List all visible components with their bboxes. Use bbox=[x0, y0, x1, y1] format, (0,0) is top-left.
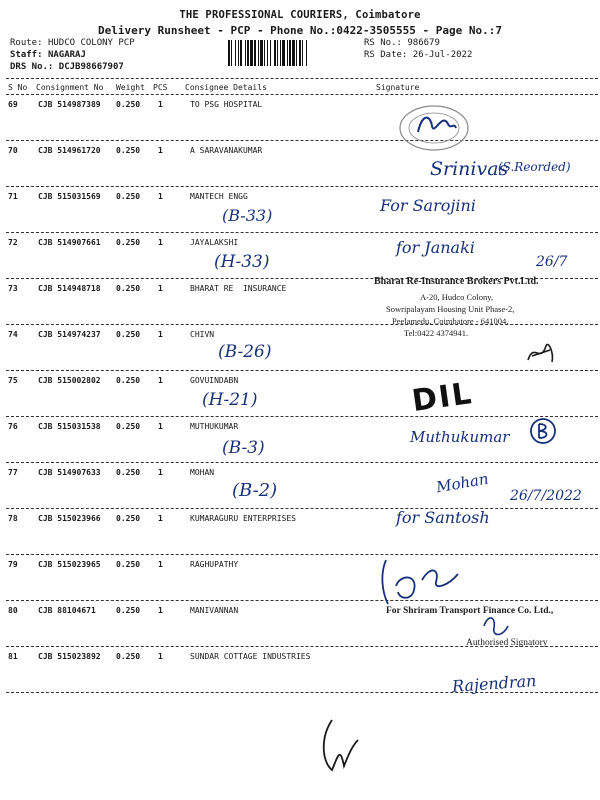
scribble-mark-icon bbox=[524, 338, 558, 368]
row-consignee: SUNDAR COTTAGE INDUSTRIES bbox=[190, 652, 311, 661]
row-weight: 0.250 bbox=[116, 560, 141, 569]
row-divider bbox=[6, 508, 598, 509]
row-sno: 72 bbox=[8, 238, 18, 247]
handwritten-signature-scribble-icon bbox=[378, 556, 466, 612]
col-signature: Signature bbox=[376, 83, 420, 92]
row-consignee: CHIVN bbox=[190, 330, 215, 339]
row-weight: 0.250 bbox=[116, 422, 141, 431]
row-sno: 71 bbox=[8, 192, 18, 201]
row-consignee: TO PSG HOSPITAL bbox=[190, 100, 263, 109]
row-consignee: BHARAT RE INSURANCE bbox=[190, 284, 287, 293]
bharat-stamp-name: Bharat Re-Insurance Brokers Pvt.Ltd. bbox=[374, 276, 539, 287]
row-consignment-no: CJB 515031569 bbox=[38, 192, 101, 201]
shriram-stamp-signatory: Authorised Signatory bbox=[466, 638, 548, 648]
col-consignee: Consignee Details bbox=[185, 83, 267, 92]
row-pcs: 1 bbox=[158, 100, 163, 109]
table-row bbox=[0, 418, 600, 462]
row-consignee: MANIVANNAN bbox=[190, 606, 239, 615]
handwritten-code: (B-33) bbox=[222, 206, 273, 225]
col-sno: S No bbox=[8, 83, 28, 92]
row-pcs: 1 bbox=[158, 422, 163, 431]
row-consignee: JAYALAKSHI bbox=[190, 238, 239, 247]
row-consignee: A SARAVANAKUMAR bbox=[190, 146, 263, 155]
col-weight: Weight bbox=[116, 83, 145, 92]
handwritten-note: (S.Reorded) bbox=[498, 160, 571, 174]
row-divider bbox=[6, 232, 598, 233]
row-pcs: 1 bbox=[158, 606, 163, 615]
handwritten-code: (H-33) bbox=[214, 252, 270, 272]
row-sno: 74 bbox=[8, 330, 18, 339]
row-consignee: GOVUINDABN bbox=[190, 376, 239, 385]
row-sno: 70 bbox=[8, 146, 18, 155]
dil-mark: DIL bbox=[409, 375, 476, 420]
row-divider bbox=[6, 692, 598, 693]
row-weight: 0.250 bbox=[116, 330, 141, 339]
table-row bbox=[0, 96, 600, 140]
row-pcs: 1 bbox=[158, 376, 163, 385]
row-consignment-no: CJB 515023966 bbox=[38, 514, 101, 523]
row-divider bbox=[6, 600, 598, 601]
row-consignment-no: CJB 515023892 bbox=[38, 652, 101, 661]
table-row bbox=[0, 326, 600, 370]
row-sno: 69 bbox=[8, 100, 18, 109]
row-pcs: 1 bbox=[158, 652, 163, 661]
row-consignment-no: CJB 514987389 bbox=[38, 100, 101, 109]
row-consignment-no: CJB 514961720 bbox=[38, 146, 101, 155]
table-row bbox=[0, 234, 600, 278]
table-row bbox=[0, 556, 600, 600]
bharat-stamp-address: Sowripalayam Housing Unit Phase-2, bbox=[386, 304, 515, 314]
bharat-stamp-address: Peelamedu, Coimbatore - 641004. bbox=[392, 316, 509, 326]
header-divider-bottom bbox=[6, 94, 598, 95]
row-divider bbox=[6, 140, 598, 141]
table-row bbox=[0, 510, 600, 554]
row-consignment-no: CJB 514948718 bbox=[38, 284, 101, 293]
header-divider-top bbox=[6, 78, 598, 79]
circled-b-icon bbox=[528, 416, 558, 446]
row-weight: 0.250 bbox=[116, 238, 141, 247]
barcode-image bbox=[228, 40, 360, 66]
table-row bbox=[0, 372, 600, 416]
bharat-stamp-phone: Tel:0422 4374941. bbox=[404, 328, 469, 338]
drs-label: DRS No.: bbox=[10, 62, 54, 72]
row-consignment-no: CJB 515023965 bbox=[38, 560, 101, 569]
handwritten-code: (B-3) bbox=[222, 438, 265, 458]
handwritten-signature: for Janaki bbox=[396, 238, 475, 257]
row-consignment-no: CJB 88104671 bbox=[38, 606, 96, 615]
rs-no-line bbox=[364, 38, 440, 48]
signatory-scribble-icon bbox=[480, 612, 514, 640]
row-divider bbox=[6, 186, 598, 187]
staff-label: Staff: bbox=[10, 50, 43, 60]
row-sno: 79 bbox=[8, 560, 18, 569]
row-sno: 80 bbox=[8, 606, 18, 615]
row-consignment-no: CJB 515031538 bbox=[38, 422, 101, 431]
row-sno: 73 bbox=[8, 284, 18, 293]
row-consignee: MUTHUKUMAR bbox=[190, 422, 239, 431]
row-weight: 0.250 bbox=[116, 514, 141, 523]
row-consignment-no: CJB 514907633 bbox=[38, 468, 101, 477]
bharat-stamp-address: A-20, Hudco Colony, bbox=[420, 292, 494, 302]
row-sno: 81 bbox=[8, 652, 18, 661]
rs-date-value: 26-Jul-2022 bbox=[412, 50, 473, 60]
row-pcs: 1 bbox=[158, 284, 163, 293]
runsheet-subtitle: Delivery Runsheet - PCP - Phone No.:0422-3505555 - Page No.:7 bbox=[98, 24, 502, 37]
row-divider bbox=[6, 370, 598, 371]
route-label: Route: bbox=[10, 38, 43, 48]
handwritten-signature: Rajendran bbox=[451, 671, 537, 696]
col-pcs: PCS bbox=[153, 83, 168, 92]
row-sno: 77 bbox=[8, 468, 18, 477]
row-weight: 0.250 bbox=[116, 146, 141, 155]
row-sno: 75 bbox=[8, 376, 18, 385]
row-consignment-no: CJB 514974237 bbox=[38, 330, 101, 339]
row-weight: 0.250 bbox=[116, 606, 141, 615]
col-consignment: Consignment No bbox=[36, 83, 104, 92]
row-sno: 78 bbox=[8, 514, 18, 523]
row-weight: 0.250 bbox=[116, 284, 141, 293]
row-weight: 0.250 bbox=[116, 192, 141, 201]
route-value: HUDCO COLONY PCP bbox=[47, 38, 135, 48]
table-row bbox=[0, 188, 600, 232]
route-line bbox=[10, 38, 135, 48]
row-consignee: KUMARAGURU ENTERPRISES bbox=[190, 514, 296, 523]
row-pcs: 1 bbox=[158, 560, 163, 569]
company-title: THE PROFESSIONAL COURIERS, Coimbatore bbox=[179, 9, 421, 21]
row-consignment-no: CJB 515002802 bbox=[38, 376, 101, 385]
shriram-stamp-name: For Shriram Transport Finance Co. Ltd., bbox=[386, 606, 554, 616]
rs-date-line bbox=[364, 50, 472, 60]
staff-line bbox=[10, 50, 86, 60]
row-pcs: 1 bbox=[158, 238, 163, 247]
row-pcs: 1 bbox=[158, 330, 163, 339]
staff-value: NAGARAJ bbox=[47, 50, 86, 60]
row-consignment-no: CJB 514907661 bbox=[38, 238, 101, 247]
rs-no-value: 986679 bbox=[407, 38, 440, 48]
rs-date-label: RS Date: bbox=[364, 50, 408, 60]
rs-no-label: RS No.: bbox=[364, 38, 402, 48]
row-weight: 0.250 bbox=[116, 468, 141, 477]
row-sno: 76 bbox=[8, 422, 18, 431]
row-pcs: 1 bbox=[158, 514, 163, 523]
row-divider bbox=[6, 416, 598, 417]
row-divider bbox=[6, 554, 598, 555]
handwritten-code: (B-2) bbox=[232, 480, 278, 501]
row-consignee: RAGHUPATHY bbox=[190, 560, 239, 569]
row-weight: 0.250 bbox=[116, 376, 141, 385]
row-divider bbox=[6, 462, 598, 463]
handwritten-date: 26/7/2022 bbox=[510, 488, 582, 504]
row-weight: 0.250 bbox=[116, 100, 141, 109]
handwritten-code: (H-21) bbox=[202, 390, 258, 410]
handwritten-date: 26/7 bbox=[536, 254, 568, 270]
row-pcs: 1 bbox=[158, 146, 163, 155]
row-pcs: 1 bbox=[158, 192, 163, 201]
handwritten-code: (B-26) bbox=[218, 342, 272, 362]
page-initial-scribble-icon bbox=[316, 716, 364, 776]
row-consignee: MANTECH ENGG bbox=[190, 192, 248, 201]
row-consignee: MOHAN bbox=[190, 468, 215, 477]
row-weight: 0.250 bbox=[116, 652, 141, 661]
handwritten-signature: For Sarojini bbox=[380, 196, 476, 215]
handwritten-signature: Muthukumar bbox=[410, 428, 510, 446]
row-divider bbox=[6, 324, 598, 325]
handwritten-signature: Srinivas bbox=[430, 158, 509, 180]
drs-value: DCJB98667907 bbox=[58, 62, 124, 72]
row-pcs: 1 bbox=[158, 468, 163, 477]
psg-hospital-seal-icon bbox=[396, 102, 474, 156]
handwritten-signature: Mohan bbox=[434, 469, 490, 497]
drs-line bbox=[10, 62, 124, 72]
handwritten-signature: for Santosh bbox=[396, 508, 490, 527]
